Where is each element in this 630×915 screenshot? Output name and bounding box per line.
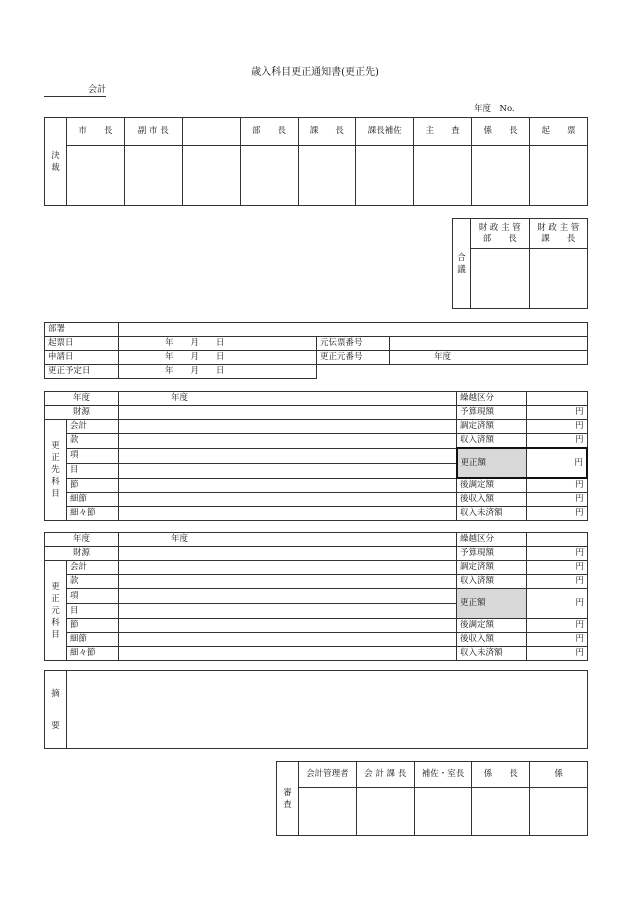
- go-chotei-field[interactable]: 円: [527, 619, 588, 633]
- kessai-header: 係 長: [472, 118, 530, 146]
- kamoku-field[interactable]: [119, 507, 457, 521]
- kessai-header: [182, 118, 240, 146]
- kamoku-label: 項: [67, 589, 119, 604]
- gougi-side: 合 議: [453, 219, 471, 309]
- stamp-box[interactable]: [530, 146, 588, 206]
- kousei-saki-side: 更 正 先 科 目: [45, 420, 67, 521]
- kousei-moto-side: 更 正 元 科 目: [45, 561, 67, 661]
- go-shunyu-field[interactable]: 円: [527, 633, 588, 647]
- kessai-table: [44, 117, 588, 206]
- stamp-box[interactable]: [356, 146, 414, 206]
- kamoku-field[interactable]: [119, 420, 457, 434]
- kihyobi-label: 起票日: [45, 337, 119, 351]
- kessai-header: 市 長: [67, 118, 125, 146]
- kurikoshi-label: 繰越区分: [457, 392, 527, 406]
- mishu-field[interactable]: 円: [527, 647, 588, 661]
- shunyu-field[interactable]: 円: [527, 434, 587, 449]
- kessai-header: 副 市 長: [124, 118, 182, 146]
- zaigen-label: 財源: [45, 406, 119, 420]
- info-table: [44, 322, 588, 379]
- stamp-box[interactable]: [529, 249, 588, 309]
- kousei-label: 更正額: [457, 448, 527, 478]
- stamp-box[interactable]: [472, 146, 530, 206]
- kessai-header: 主 査: [414, 118, 472, 146]
- yosan-field[interactable]: 円: [527, 547, 588, 561]
- stamp-box[interactable]: [414, 146, 472, 206]
- tekiyo-field[interactable]: [67, 671, 588, 749]
- kamoku-field[interactable]: [119, 448, 457, 463]
- tekiyo-side-1: 摘: [51, 688, 60, 699]
- kousei-moto-bango-label: 更正元番号: [317, 351, 390, 365]
- shunyu-label: 収入済額: [457, 434, 527, 449]
- chotei-field[interactable]: 円: [527, 561, 588, 575]
- go-chotei-label: 後調定額: [457, 478, 527, 493]
- zaigen-field[interactable]: [119, 406, 457, 420]
- gougi-header: 財 政 主 管 部 長: [471, 219, 530, 249]
- kamoku-field[interactable]: [119, 493, 457, 507]
- kamoku-field[interactable]: [119, 633, 457, 647]
- kamoku-label: 会計: [67, 561, 119, 575]
- mishu-field[interactable]: 円: [527, 507, 587, 521]
- shunyu-field[interactable]: 円: [527, 575, 588, 589]
- go-shunyu-label: 後収入額: [457, 493, 527, 507]
- shinsa-header: 会計管理者: [299, 762, 357, 788]
- shinsa-table: [276, 761, 588, 836]
- kessai-side: 決 裁: [45, 118, 67, 206]
- chotei-label: 調定済額: [457, 420, 527, 434]
- busho-label: 部署: [45, 323, 119, 337]
- moto-denpyo-label: 元伝票番号: [317, 337, 390, 351]
- document-title: 歳入科目更正通知書(更正先): [251, 67, 379, 78]
- gougi-table: [452, 218, 588, 309]
- mishu-label: 収入未済額: [457, 507, 527, 521]
- kamoku-field[interactable]: [119, 604, 457, 619]
- go-shunyu-label: 後収入額: [457, 633, 527, 647]
- kamoku-label: 目: [67, 463, 119, 478]
- nendo-label: 年度: [45, 533, 119, 547]
- kamoku-field[interactable]: [119, 619, 457, 633]
- kousei-field[interactable]: 円: [527, 589, 588, 619]
- shinsa-header: 係: [530, 762, 588, 788]
- kamoku-label: 細節: [67, 493, 119, 507]
- shinsa-side: 審 査: [277, 762, 299, 836]
- kaikei-label: 会計: [44, 85, 106, 97]
- busho-field[interactable]: [119, 323, 588, 337]
- kamoku-field[interactable]: [119, 561, 457, 575]
- kamoku-field[interactable]: [119, 463, 457, 478]
- kamoku-label: 会計: [67, 420, 119, 434]
- kamoku-label: 款: [67, 434, 119, 449]
- stamp-box[interactable]: [182, 146, 240, 206]
- moto-denpyo-field[interactable]: [390, 337, 588, 351]
- kousei-label: 更正額: [457, 589, 527, 619]
- kihyobi-field[interactable]: 年 月 日: [119, 337, 317, 351]
- stamp-box[interactable]: [298, 146, 356, 206]
- stamp-box[interactable]: [240, 146, 298, 206]
- zaigen-field[interactable]: [119, 547, 457, 561]
- go-shunyu-field[interactable]: 円: [527, 493, 587, 507]
- nendo-field[interactable]: 年度: [119, 533, 457, 547]
- kessai-header: 部 長: [240, 118, 298, 146]
- stamp-box[interactable]: [472, 788, 530, 836]
- kousei-field[interactable]: 円: [527, 448, 587, 478]
- go-chotei-field[interactable]: 円: [527, 478, 587, 493]
- kousei-moto-bango-field[interactable]: 年度: [390, 351, 588, 365]
- year-number: 年度 No.: [474, 104, 515, 114]
- yosan-label: 予算現額: [457, 547, 527, 561]
- kessai-header: 課長補佐: [356, 118, 414, 146]
- kamoku-label: 款: [67, 575, 119, 589]
- zaigen-label: 財源: [45, 547, 119, 561]
- shunyu-label: 収入済額: [457, 575, 527, 589]
- gougi-header: 財 政 主 管 課 長: [529, 219, 588, 249]
- nendo-label: 年度: [45, 392, 119, 406]
- shinseibi-field[interactable]: 年 月 日: [119, 351, 317, 365]
- chotei-field[interactable]: 円: [527, 420, 587, 434]
- kousei-saki-table: [44, 391, 588, 521]
- kousei-yoteibi-field[interactable]: 年 月 日: [119, 365, 317, 379]
- kurikoshi-field[interactable]: [527, 533, 588, 547]
- stamp-box[interactable]: [67, 146, 125, 206]
- kamoku-field[interactable]: [119, 478, 457, 493]
- kamoku-label: 細々節: [67, 647, 119, 661]
- kousei-moto-table: [44, 532, 588, 661]
- kamoku-label: 節: [67, 478, 119, 493]
- nendo-field[interactable]: 年度: [119, 392, 457, 406]
- tekiyo-side-2: 要: [51, 720, 60, 731]
- stamp-box[interactable]: [124, 146, 182, 206]
- kousei-yoteibi-label: 更正予定日: [45, 365, 119, 379]
- kamoku-label: 節: [67, 619, 119, 633]
- yosan-label: 予算現額: [457, 406, 527, 420]
- go-chotei-label: 後調定額: [457, 619, 527, 633]
- shinsa-header: 会 計 課 長: [356, 762, 414, 788]
- yosan-field[interactable]: 円: [527, 406, 587, 420]
- chotei-label: 調定済額: [457, 561, 527, 575]
- tekiyo-table: [44, 670, 588, 749]
- kamoku-label: 目: [67, 604, 119, 619]
- kamoku-label: 項: [67, 448, 119, 463]
- shinsa-header: 係 長: [472, 762, 530, 788]
- shinseibi-label: 申請日: [45, 351, 119, 365]
- stamp-box[interactable]: [356, 788, 414, 836]
- kamoku-field[interactable]: [119, 575, 457, 589]
- kurikoshi-field[interactable]: [527, 392, 587, 406]
- kamoku-label: 細節: [67, 633, 119, 647]
- kamoku-field[interactable]: [119, 647, 457, 661]
- kamoku-label: 細々節: [67, 507, 119, 521]
- kamoku-field[interactable]: [119, 434, 457, 449]
- kessai-header: 起 票: [530, 118, 588, 146]
- kurikoshi-label: 繰越区分: [457, 533, 527, 547]
- stamp-box[interactable]: [299, 788, 357, 836]
- shinsa-header: 補佐・室長: [414, 762, 472, 788]
- stamp-box[interactable]: [471, 249, 530, 309]
- kessai-header: 課 長: [298, 118, 356, 146]
- mishu-label: 収入未済額: [457, 647, 527, 661]
- stamp-box[interactable]: [530, 788, 588, 836]
- kamoku-field[interactable]: [119, 589, 457, 604]
- stamp-box[interactable]: [414, 788, 472, 836]
